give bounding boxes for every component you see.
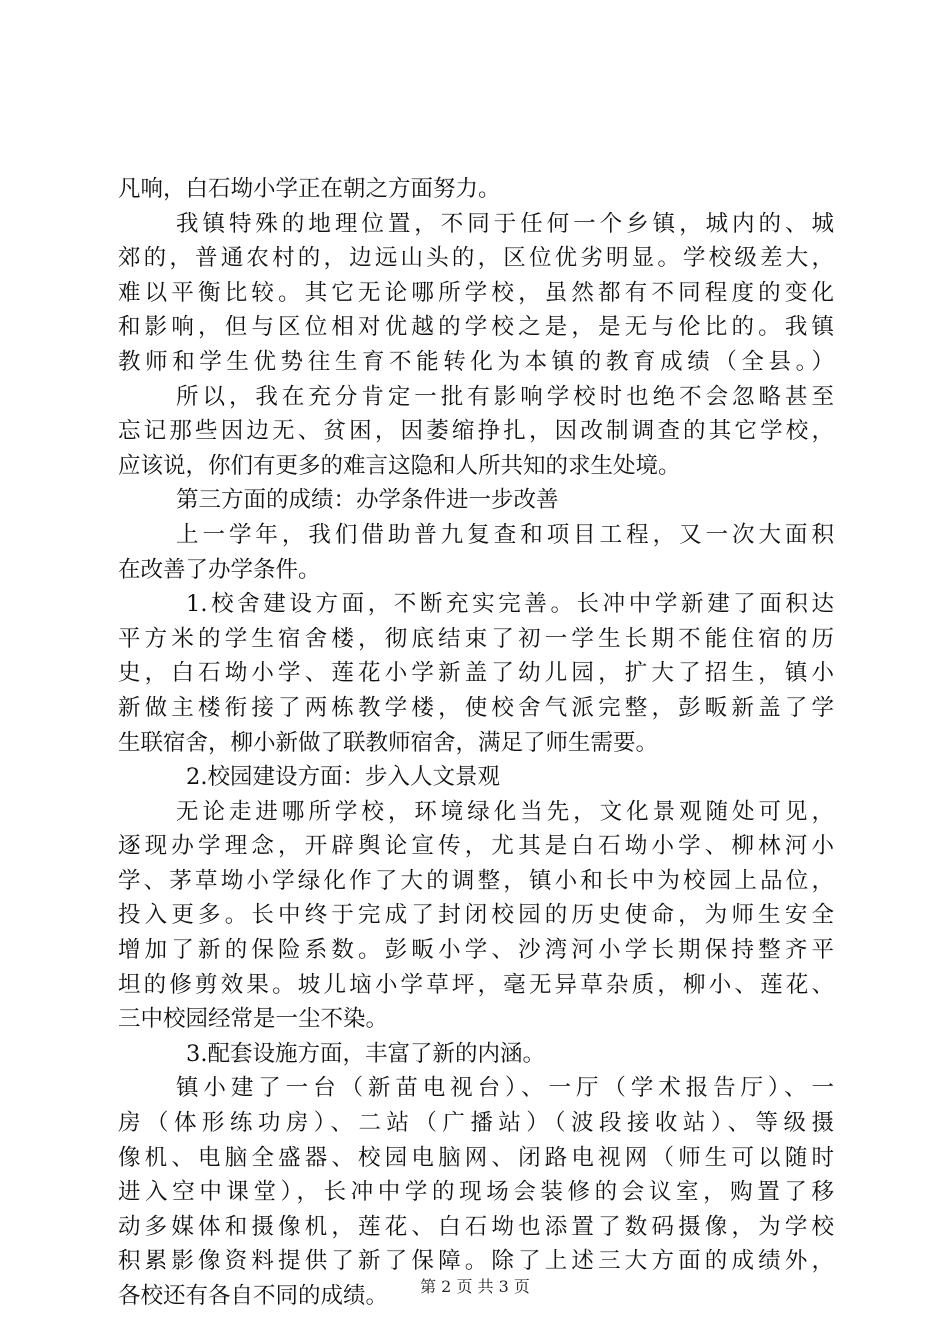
text-line: 三中校园经常是一尘不染。 (118, 1006, 389, 1033)
subsection-heading: 3.配套设施方面，丰富了新的内涵。 (186, 1040, 545, 1067)
text-line: 我镇特殊的地理位置，不同于任何一个乡镇，城内的、城 (176, 210, 834, 237)
text-line: 难以平衡比较。其它无论哪所学校，虽然都有不同程度的变化 (118, 279, 834, 306)
section-heading: 第三方面的成绩：办学条件进一步改善 (176, 487, 559, 514)
text-line: 凡响，白石坳小学正在朝之方面努力。 (118, 176, 501, 202)
text-line: 投入更多。长中终于完成了封闭校园的历史使命，为师生安全 (118, 902, 834, 929)
text-line: 应该说，你们有更多的难言这隐和人所共知的求生处境。 (118, 452, 681, 479)
text-line: 无论走进哪所学校，环境绿化当先，文化景观随处可见， (176, 798, 834, 825)
text-line: 所以，我在充分肯定一批有影响学校时也绝不会忽略甚至 (176, 383, 834, 410)
text-line: 坦的修剪效果。坡儿垴小学草坪，毫无异草杂质，柳小、莲花、 (118, 971, 834, 998)
text-line: 平方米的学生宿舍楼，彻底结束了初一学生长期不能住宿的历 (118, 625, 834, 652)
text-line: 进入空中课堂），长冲中学的现场会装修的会议室，购置了移 (118, 1179, 834, 1206)
subsection-heading: 2.校园建设方面：步入人文景观 (186, 764, 500, 791)
text-line: 忘记那些因边无、贫困，因萎缩挣扎，因改制调查的其它学校， (118, 418, 834, 445)
text-line: 房（体形练功房）、二站（广播站）（波段接收站）、等级摄 (118, 1110, 834, 1137)
text-line: 逐现办学理念，开辟舆论宣传，尤其是白石坳小学、柳林河小 (118, 833, 834, 860)
text-line: 生联宿舍，柳小新做了联教师宿舍，满足了师生需要。 (118, 729, 659, 756)
text-line: 和影响，但与区位相对优越的学校之是，是无与伦比的。我镇 (118, 314, 834, 341)
text-line: 像机、电脑全盛器、校园电脑网、闭路电视网（师生可以随时 (118, 1144, 834, 1171)
text-line: 教师和学生优势往生育不能转化为本镇的教育成绩（全县。） (118, 348, 834, 375)
text-line: 学、茅草坳小学绿化作了大的调整，镇小和长中为校园上品位， (118, 867, 834, 894)
text-line: 增加了新的保险系数。彭畈小学、沙湾河小学长期保持整齐平 (118, 937, 834, 964)
text-line: 1.校舍建设方面，不断充实完善。长冲中学新建了面积达 (186, 591, 834, 618)
text-line: 史，白石坳小学、莲花小学新盖了幼儿园，扩大了招生，镇小 (118, 660, 834, 687)
text-line: 在改善了办学条件。 (118, 556, 321, 583)
document-body (118, 172, 834, 1314)
text-line: 动多媒体和摄像机，莲花、白石坳也添置了数码摄像，为学校 (118, 1213, 834, 1240)
text-line: 积累影像资料提供了新了保障。除了上述三大方面的成绩外， (118, 1248, 834, 1275)
text-line: 上一学年，我们借助普九复查和项目工程，又一次大面积 (176, 521, 834, 548)
text-line: 镇小建了一台（新苗电视台）、一厅（学术报告厅）、一 (176, 1075, 834, 1102)
text-line: 各校还有各自不同的成绩。 (118, 1283, 389, 1309)
page-footer: 第 2 页 共 3 页 (420, 1277, 530, 1296)
text-line: 新做主楼衔接了两栋教学楼，使校舍气派完整，彭畈新盖了学 (118, 694, 834, 721)
text-line: 郊的，普通农村的，边远山头的，区位优劣明显。学校级差大， (118, 245, 834, 272)
